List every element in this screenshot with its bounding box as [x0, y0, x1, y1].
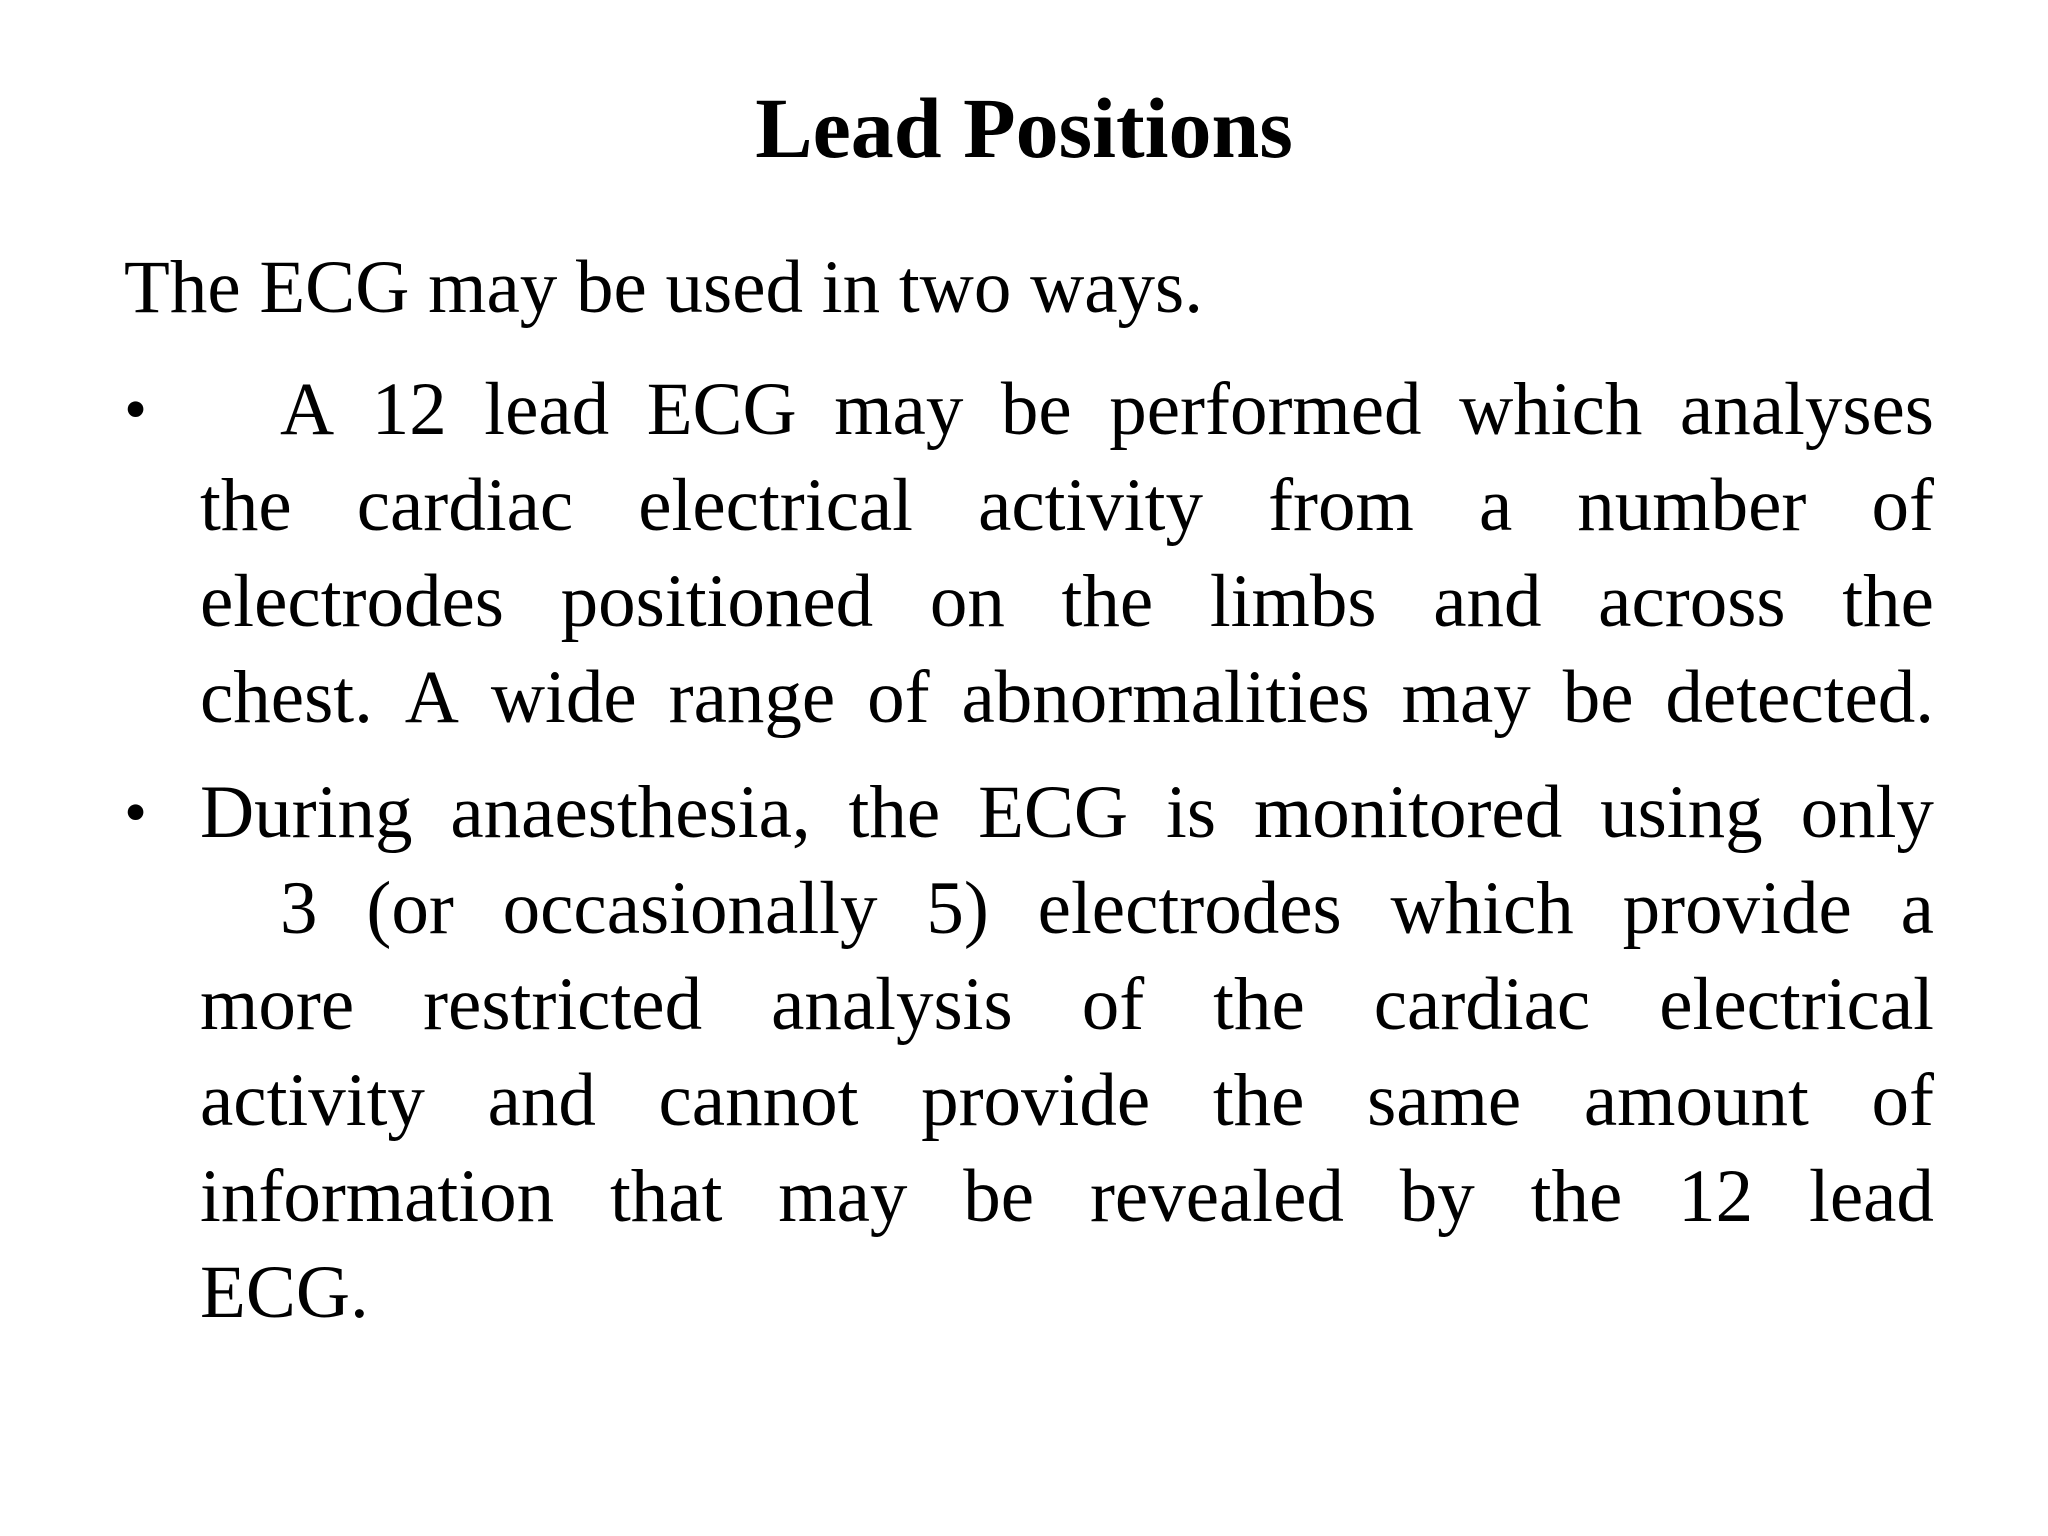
- word: 5): [926, 867, 989, 950]
- word: monitored: [1253, 771, 1563, 854]
- word: which: [1390, 867, 1574, 950]
- word: electrical: [1659, 963, 1934, 1046]
- word: lead: [1808, 1155, 1934, 1238]
- word: A: [404, 656, 459, 739]
- bullet-2-line-3: [200, 957, 1934, 1053]
- word: and: [1433, 560, 1542, 643]
- word: may: [1401, 656, 1531, 739]
- word: chest.: [200, 656, 373, 739]
- word: limbs: [1209, 560, 1377, 643]
- bullet-text-2: [200, 765, 1934, 1341]
- word: be: [963, 1155, 1035, 1238]
- word: A: [280, 368, 335, 451]
- word: revealed: [1089, 1155, 1344, 1238]
- word: is: [1166, 771, 1217, 854]
- word: provide: [921, 1059, 1151, 1142]
- slide-title: Lead Positions: [755, 80, 1293, 176]
- word: analysis: [771, 963, 1013, 1046]
- word: the: [848, 771, 941, 854]
- word: by: [1399, 1155, 1475, 1238]
- word: cardiac: [1373, 963, 1591, 1046]
- word: of: [1081, 963, 1145, 1046]
- word: 3: [280, 867, 318, 950]
- word: ECG.: [200, 1251, 369, 1334]
- word: ECG: [646, 368, 797, 451]
- word: electrodes: [200, 560, 504, 643]
- word: cannot: [658, 1059, 859, 1142]
- word: of: [867, 656, 930, 739]
- word: same: [1367, 1059, 1522, 1142]
- word: which: [1459, 368, 1643, 451]
- word: across: [1598, 560, 1786, 643]
- word: only: [1800, 771, 1934, 854]
- word: from: [1268, 464, 1414, 547]
- word: 12: [1678, 1155, 1754, 1238]
- word: may: [778, 1155, 908, 1238]
- word: the: [1061, 560, 1154, 643]
- bullet-2-line-5: [200, 1149, 1934, 1245]
- word: lead: [484, 368, 610, 451]
- word: range: [668, 656, 836, 739]
- intro-text: The ECG may be used in two ways.: [124, 246, 1203, 329]
- bullet-2-line-4: [200, 1053, 1934, 1149]
- word: using: [1600, 771, 1763, 854]
- bullet-marker-2: •: [124, 776, 148, 849]
- word: restricted: [423, 963, 703, 1046]
- word: number: [1577, 464, 1807, 547]
- word: occasionally: [502, 867, 878, 950]
- word: of: [1871, 1059, 1934, 1142]
- word: the: [1530, 1155, 1623, 1238]
- word: the: [1842, 560, 1934, 643]
- bullet-1-line-2: [200, 458, 1934, 554]
- word: and: [487, 1059, 596, 1142]
- word: (or: [366, 867, 454, 950]
- word: be: [1000, 368, 1072, 451]
- word: a: [1478, 464, 1513, 547]
- word: ECG: [978, 771, 1129, 854]
- word: the: [200, 464, 292, 547]
- bullet-text-1: [200, 362, 1934, 746]
- word: cardiac: [356, 464, 574, 547]
- word: electrodes: [1037, 867, 1342, 950]
- word: that: [609, 1155, 723, 1238]
- word: analyses: [1679, 368, 1934, 451]
- word: a: [1900, 867, 1934, 950]
- word: activity: [200, 1059, 425, 1142]
- bullet-1-line-4: [200, 650, 1934, 746]
- bullet-2-line-2: [200, 861, 1934, 957]
- word: amount: [1583, 1059, 1809, 1142]
- word: activity: [978, 464, 1204, 547]
- word: more: [200, 963, 355, 1046]
- word: abnormalities: [961, 656, 1370, 739]
- word: performed: [1109, 368, 1422, 451]
- bullet-2-line-1: [200, 765, 1934, 861]
- bullet-2-line-6: [200, 1245, 1934, 1341]
- word: electrical: [638, 464, 914, 547]
- word: wide: [490, 656, 637, 739]
- bullet-1-line-1: [200, 362, 1934, 458]
- word: of: [1871, 464, 1934, 547]
- bullet-1-line-3: [200, 554, 1934, 650]
- word: be: [1562, 656, 1634, 739]
- word: 12: [371, 368, 447, 451]
- word: the: [1212, 1059, 1305, 1142]
- word: provide: [1622, 867, 1852, 950]
- word: During: [200, 771, 413, 854]
- word: the: [1213, 963, 1305, 1046]
- word: information: [200, 1155, 555, 1238]
- word: on: [929, 560, 1005, 643]
- word: detected.: [1665, 656, 1934, 739]
- bullet-marker-1: •: [124, 373, 148, 446]
- word: may: [834, 368, 964, 451]
- word: anaesthesia,: [450, 771, 811, 854]
- word: positioned: [560, 560, 874, 643]
